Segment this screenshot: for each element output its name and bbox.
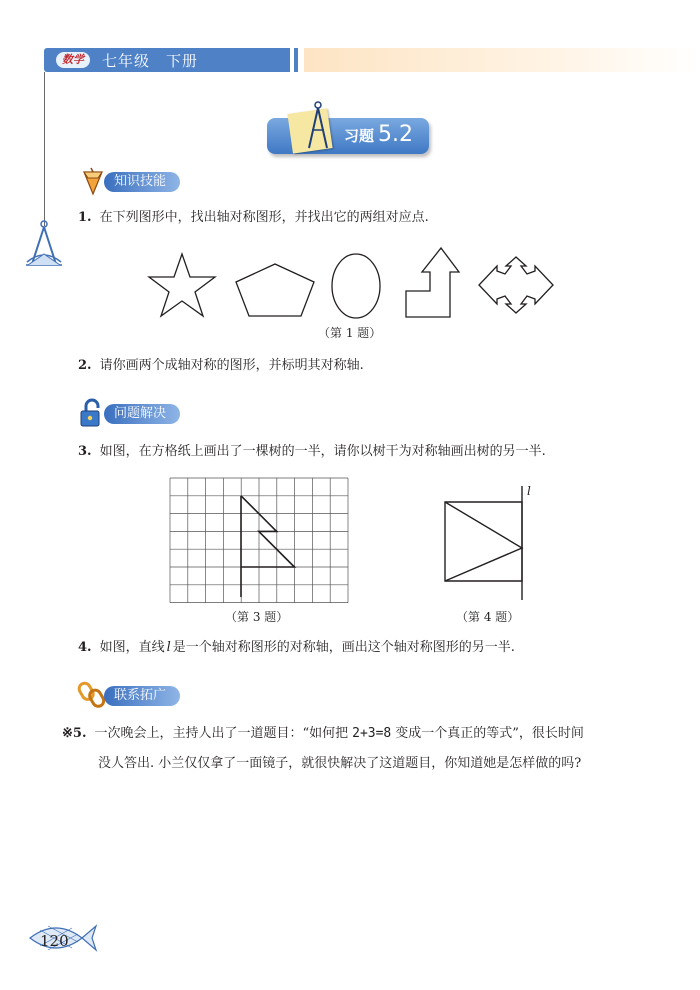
compass-icon [24, 218, 64, 270]
question-4-number: 4. [78, 640, 92, 655]
book-title: 七年级 下册 [102, 51, 199, 70]
section-knowledge-skills: 知识技能 [104, 172, 180, 192]
question-2-number: 2. [78, 358, 92, 373]
question-1 [78, 208, 429, 228]
subject-tag: 数学 [56, 52, 90, 68]
question-5-equation: 2+3=8 [352, 726, 392, 741]
header-gradient-band [304, 48, 700, 72]
question-3-number: 3. [78, 444, 92, 459]
question-1-number: 1. [78, 210, 92, 225]
four-arrow-shape [477, 255, 555, 315]
section-problem-solving: 问题解决 [104, 404, 180, 424]
axis-label-l: l [527, 484, 531, 498]
exercise-number: 5.2 [378, 122, 414, 147]
star-shape [147, 252, 217, 318]
header-separator [294, 48, 298, 72]
question-4-text-after: 是一个轴对称图形的对称轴，画出这个轴对称图形的另一半. [172, 640, 515, 655]
header-bar [44, 48, 290, 72]
question-3 [78, 442, 546, 462]
figure-3-caption: （第 3 题） [225, 610, 289, 624]
pentagon-shape [233, 262, 317, 318]
exercise-label: 习题 [344, 127, 375, 145]
grid-tree-figure [170, 478, 348, 602]
drafting-compass-icon [303, 100, 333, 152]
lock-icon [78, 398, 104, 428]
question-2 [78, 356, 364, 376]
question-5-line-2: 没人答出. 小兰仅仅拿了一面镜子，就很快解决了这道题目，你知道她是怎样做的吗? [98, 756, 582, 771]
axis-figure [440, 486, 540, 602]
section-extension: 联系拓广 [104, 686, 180, 706]
exercise-title [344, 122, 413, 147]
question-4 [78, 638, 515, 658]
ellipse-shape [330, 252, 382, 320]
question-3-text: 如图，在方格纸上画出了一棵树的一半，请你以树干为对称轴画出树的另一半. [99, 444, 546, 459]
question-5-line-1 [62, 724, 584, 744]
arrow-shape [403, 246, 461, 320]
figure-4-caption: （第 4 题） [456, 610, 520, 624]
chain-link-icon [78, 680, 106, 710]
question-4-variable: l [166, 640, 171, 655]
margin-line [44, 72, 45, 226]
page-number: 120 [40, 932, 69, 950]
question-5-text-before: 一次晚会上，主持人出了一道题目：“如何把 [94, 726, 349, 741]
question-5-text-after: 变成一个真正的等式”，很长时间 [395, 726, 584, 741]
question-1-text: 在下列图形中，找出轴对称图形，并找出它的两组对应点. [99, 210, 429, 225]
question-5-number: ※5. [62, 726, 87, 741]
diamond-icon [80, 168, 106, 196]
question-4-text-before: 如图，直线 [99, 640, 165, 655]
question-2-text: 请你画两个成轴对称的图形，并标明其对称轴. [99, 358, 364, 373]
figure-1-caption: （第 1 题） [318, 326, 382, 340]
